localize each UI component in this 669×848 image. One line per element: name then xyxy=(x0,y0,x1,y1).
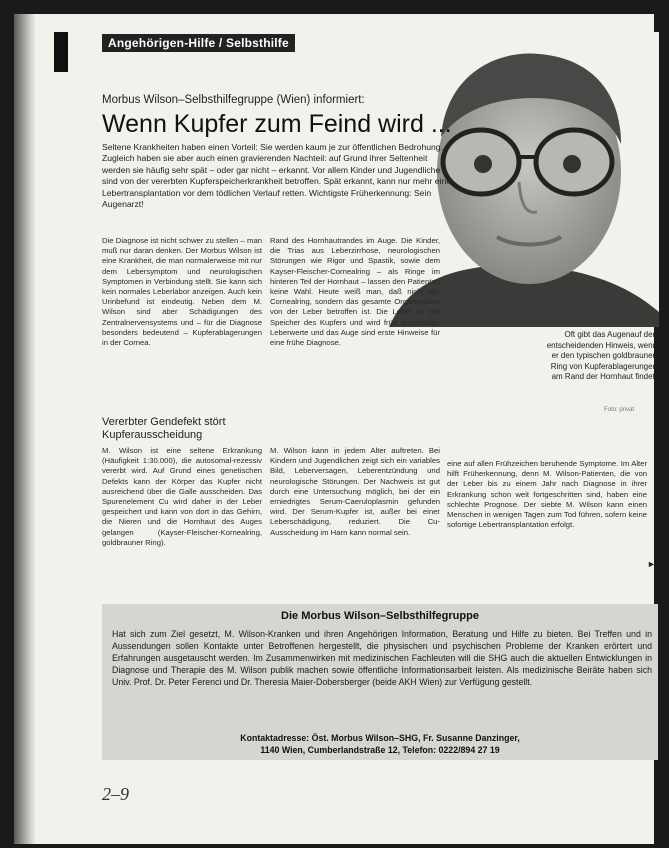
column-2 xyxy=(270,236,440,348)
subheading: Vererbter Gendefekt stört Kupferausscheidung xyxy=(102,416,226,441)
contact-line-1: Kontaktadresse: Öst. Morbus Wilson–SHG, Fr. Susanne Danzinger, xyxy=(240,733,520,743)
info-box-title: Die Morbus Wilson–Selbsthilfegruppe xyxy=(281,610,479,622)
magazine-page xyxy=(14,14,657,844)
article-kicker: Morbus Wilson–Selbsthilfegruppe (Wien) informiert: xyxy=(102,94,365,106)
info-box-contact xyxy=(102,732,658,756)
page-gutter-shadow xyxy=(14,14,36,844)
photo-caption: Oft gibt das Augenauf den entscheidenden Hinweis, wenn er den typischen goldbraunen Ring von Kupferablagerungen am Rand der Hornhaut findet. xyxy=(546,330,657,382)
photo-credit: Foto: privat xyxy=(604,407,635,413)
contact-line-2: 1140 Wien, Cumberlandstraße 12, Telefon: 0222/894 27 19 xyxy=(260,745,500,755)
column-3 xyxy=(447,459,647,530)
info-box-body: Hat sich zum Ziel gesetzt, M. Wilson-Kranken und ihren Angehörigen Information, Beratung und Hilfe zu bieten. Bei Treffen und in Aussendungen sollen Kontakte unter Betroffenen hergestellt, die physischen und psychischen Probleme der Kranken erörtert und Erfahrungen ausgetauscht werden. Im Zusammenwirken mit medizinischen Fachleuten will die SHG auch die aktuellen Entwicklungen in Diagnose und Therapie des M. Wilson publik machen sowie öffentliche Informationsarbeit leisten. Als medizinische Beiräte haben sich Univ. Prof. Dr. Peter Ferenci und Dr. Theresia Maier-Dobersberger (beide AKH Wien) zur Verfügung gestellt. xyxy=(112,629,652,687)
page-number: 2–9 xyxy=(102,784,129,804)
column-1-continued-text: M. Wilson ist eine seltene Erkrankung (Häufigkeit 1:30.000), die autosomal-rezessiv vererbt wird. Auf Grund eines genetischen Defekts kann der Körper das Kupfer nicht ausreichend über die Galle ausscheiden. Das Spurenelement Cu wird daher in der Leber gespeichert und kann von dort in das Gehirn, die Nieren und die Hornhaut des Auges gelangen (Kayser-Fleischer-Kornealring, goldbrauner Ring). xyxy=(102,446,262,547)
column-3-text: eine auf allen Frühzeichen beruhende Symptome. Im Alter hilft Früherkennung, denn M. Wilson-Patienten, die von der Leber bis zu einem Jahr nach Diagnose in ihrer Erkrankung schon weit fortgeschritten sind, haben eine schlechte Prognose. Der siebte M. Wilson kann einen Menschen in wenigen Tagen zum Tod führen, sofern keine sofortige Lebertransplantation erfolgt. xyxy=(447,459,647,530)
column-2-text: Rand des Hornhautrandes im Auge. Die Kinder, die Trias aus Leberzirrhose, neurologischen Störungen wie Rigor und Spastik, sowie dem Kayser-Fleischer-Cornealring – als Ringe im hinteren Teil der Hornhaut – lassen den Patienten keine Wahl. Heute weiß man, daß nicht der Cornealring, sondern das gesamte Organsystem von der Leber betroffen ist. Die Leber ist der Speicher des Kupfers und wird früh geschädigt. Leberwerte und das Auge sind erste Hinweise für eine frühe Diagnose. xyxy=(270,236,440,348)
article-lead: Seltene Krankheiten haben einen Vorteil: Sie werden kaum je zur öffentlichen Bedrohung. Zugleich haben sie aber auch einen gravierenden Nachteil: auf Grund ihrer Seltenheit werden sie häufig sehr spät – oder gar nicht – erkannt. Vor allem Kinder und Jugendliche sind von der vererbten Kupferspeicherkrankheit betroffen. Spät erkannt, kann nur mehr eine Lebertransplantation vor dem tödlichen Verlauf retten. Wichtigste Früherkennung: Sein Augenarzt! xyxy=(102,142,452,210)
scan-binding-mark xyxy=(54,32,68,72)
info-box xyxy=(102,604,658,760)
column-1-text: Die Diagnose ist nicht schwer zu stellen – man muß nur daran denken. Der Morbus Wilson ist eine Krankheit, die man normalerweise mit nur dem Lebersymptom und neurologischen Symptomen in Verbindung stellt. Sie kann sich kein normales Leberlabor anzeigen. Auch kein Urinbefund ist eindeutig. Neben dem M. Wilson sind aber Schädigungen des Zentralnervensystems und – für die Diagnose besonders bedeutend – Kupferablagerungen in der Cornea. xyxy=(102,236,262,348)
column-1-continued xyxy=(102,446,262,548)
section-tag: Angehörigen-Hilfe / Selbsthilfe xyxy=(102,34,295,52)
column-2-continued-text: M. Wilson kann in jedem Alter auftreten. Bei Kindern und Jugendlichen zeigt sich ein variables Bild, Leberversagen, Leberentzündung und neurologische Störungen. Der Nachweis ist gut durch eine Untersuchung möglich, bei der ein erniedrigtes Serum-Caeruloplasmin gefunden wird. Der Serum-Kupfer ist, außer bei einer Leberschädigung, reduziert. Die Cu-Ausscheidung im Harn kann normal sein. xyxy=(270,446,440,537)
column-1-intro xyxy=(102,236,262,348)
column-2-continued xyxy=(270,446,440,538)
article-headline: Wenn Kupfer zum Feind wird ... xyxy=(102,110,452,138)
continue-arrow-icon: ► xyxy=(647,559,656,569)
